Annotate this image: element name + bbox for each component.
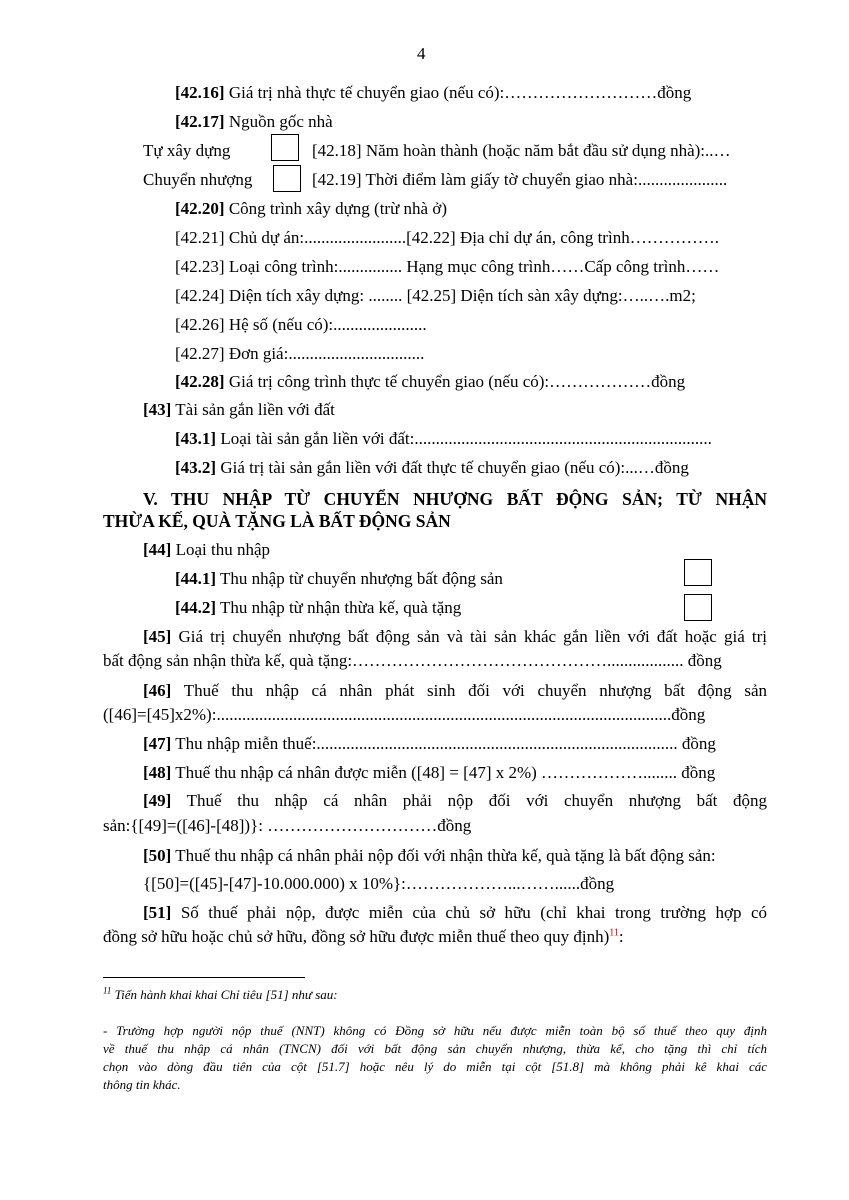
- page-number: 4: [417, 44, 426, 63]
- item-50-line2: {[50]=([45]-[47]-10.000.000) x 10%}:………………...……......đồng: [143, 874, 615, 893]
- item-50-line1: [50] Thuế thu nhập cá nhân phải nộp đối với nhận thừa kế, quà tặng là bất động sản:: [143, 846, 716, 865]
- footnote-line-4: thông tin khác.: [103, 1077, 181, 1092]
- item-42-17: [42.17] Nguồn gốc nhà: [175, 112, 333, 131]
- item-42-16: [42.16] Giá trị nhà thực tế chuyển giao (nếu có):………………………đồng: [175, 83, 692, 102]
- checkbox-44-1[interactable]: [684, 559, 712, 586]
- item-46-line1: [46] Thuế thu nhập cá nhân phát sinh đối với chuyển nhượng bất động sản: [143, 681, 767, 700]
- item-43-2: [43.2] Giá trị tài sản gắn liền với đất thực tế chuyển giao (nếu có):...…đồng: [175, 458, 689, 477]
- item-44-2: [44.2] Thu nhập từ nhận thừa kế, quà tặng: [175, 598, 462, 617]
- item-42-18: [42.18] Năm hoàn thành (hoặc năm bắt đầu sử dụng nhà):..…: [312, 141, 731, 160]
- item-46-line2: ([46]=[45]x2%):...........................................................................................................đồng: [103, 705, 706, 724]
- item-51-line1: [51] Số thuế phải nộp, được miễn của chủ sở hữu (chỉ khai trong trường hợp có: [143, 903, 767, 922]
- footnote-line-1: - Trường hợp người nộp thuế (NNT) không có Đồng sở hữu nếu được miễn toàn bộ số thuế theo quy định: [103, 1023, 767, 1038]
- checkbox-44-2[interactable]: [684, 594, 712, 621]
- item-42-26: [42.26] Hệ số (nếu có):......................: [175, 315, 427, 334]
- item-42-23: [42.23] Loại công trình:............... Hạng mục công trình……Cấp công trình……: [175, 257, 720, 276]
- checkbox-tu-xay-dung[interactable]: [271, 134, 299, 161]
- item-44: [44] Loại thu nhập: [143, 540, 270, 559]
- item-48: [48] Thuế thu nhập cá nhân được miễn ([48] = [47] x 2%) ………………........ đồng: [143, 763, 716, 782]
- item-42-21: [42.21] Chủ dự án:........................[42.22] Địa chỉ dự án, công trình…………….: [175, 228, 719, 247]
- footnote-separator: [103, 977, 305, 978]
- item-51-line2: đồng sở hữu hoặc chủ sở hữu, đồng sở hữu được miễn thuế theo quy định)$^{11}$:: [103, 927, 624, 946]
- item-42-24: [42.24] Diện tích xây dựng: ........ [42.25] Diện tích sàn xây dựng:…..….m2;: [175, 286, 696, 305]
- item-42-28: [42.28] Giá trị công trình thực tế chuyển giao (nếu có):………………đồng: [175, 372, 686, 391]
- section-v-heading-line1: V. THU NHẬP TỪ CHUYỂN NHƯỢNG BẤT ĐỘNG SẢN; TỪ NHẬN: [143, 489, 767, 509]
- section-v-heading-line2: THỪA KẾ, QUÀ TẶNG LÀ BẤT ĐỘNG SẢN: [103, 511, 451, 531]
- footnote-line-3: chọn vào dòng đầu tiên của cột [51.7] hoặc nêu lý do miễn tại cột [51.8] mà không phải kê khai các: [103, 1059, 767, 1074]
- item-47: [47] Thu nhập miễn thuế:..................................................................................... đồng: [143, 734, 716, 753]
- checkbox-chuyen-nhuong[interactable]: [273, 165, 301, 192]
- item-42-27: [42.27] Đơn giá:................................: [175, 344, 425, 363]
- item-49-line2: sản:{[49]=([46]-[48])}: …………………………đồng: [103, 816, 472, 835]
- item-45-line2: bất động sản nhận thừa kế, quà tặng:……………………………………….................. đồng: [103, 651, 722, 670]
- item-42-19: [42.19] Thời điểm làm giấy tờ chuyển giao nhà:.....................: [312, 170, 728, 189]
- item-43: [43] Tài sản gắn liền với đất: [143, 400, 335, 419]
- label-tu-xay-dung: Tự xây dựng: [143, 141, 231, 160]
- item-49-line1: [49] Thuế thu nhập cá nhân phải nộp đối với chuyển nhượng bất động: [143, 791, 767, 810]
- footnote-line-2: về thuế thu nhập cá nhân (TNCN) đối với bất động sản chuyển nhượng, thừa kế, cho tặng thì chỉ tích: [103, 1041, 767, 1056]
- item-44-1: [44.1] Thu nhập từ chuyển nhượng bất động sản: [175, 569, 503, 588]
- footnote-ref-11[interactable]: 11: [609, 927, 619, 939]
- label-chuyen-nhuong: Chuyển nhượng: [143, 170, 253, 189]
- item-45-line1: [45] Giá trị chuyển nhượng bất động sản và tài sản khác gắn liền với đất hoặc giá trị: [143, 627, 767, 646]
- item-42-20: [42.20] Công trình xây dựng (trừ nhà ở): [175, 199, 447, 218]
- item-43-1: [43.1] Loại tài sản gắn liền với đất:......................................................................: [175, 429, 712, 448]
- footnote-title: $^{11}$ Tiến hành khai khai Chỉ tiêu [51] như sau:: [103, 985, 338, 1002]
